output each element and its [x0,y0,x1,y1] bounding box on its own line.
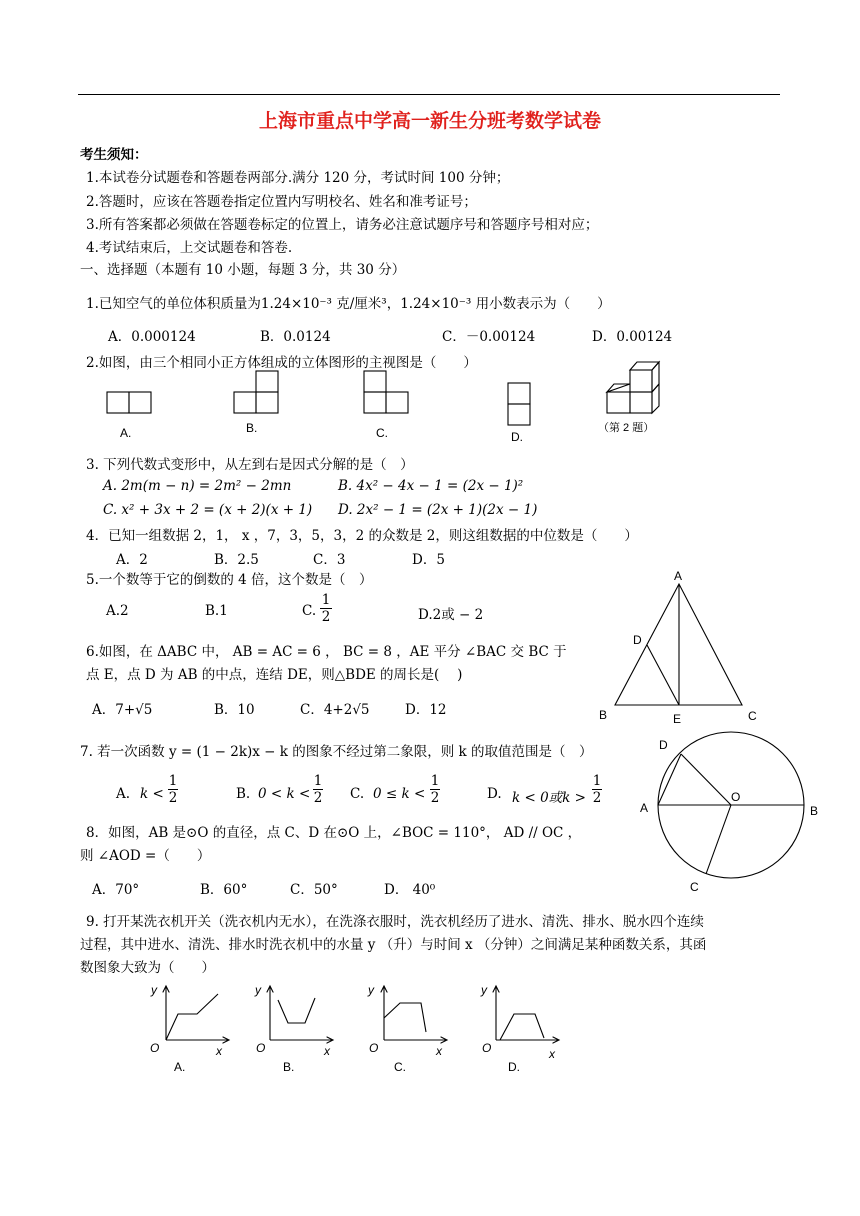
notice-heading: 考生须知： [80,147,148,163]
q9-label-a: A. [174,1060,186,1074]
q1-option-a: A．0.000124 [108,329,196,345]
q3-option-c: C. x² + 3x + 2 = (x + 2)(x + 1) [103,502,313,518]
q7-option-b-expr: 0 < k < [258,786,311,802]
q8-option-c: C．50° [290,882,338,898]
q6-label-d: D [633,633,642,647]
q8-stem-line1: 8．如图，AB 是⊙O 的直径，点 C、D 在⊙O 上，∠BOC = 110°， AD // OC ， [86,825,582,841]
q8-stem-line2: 则 ∠AOD =（ ） [80,848,211,864]
notice-item-2: 2.答题时，应该在答题卷指定位置内写明校名、姓名和准考证号； [86,194,477,210]
q7-option-d-letter: D. [487,786,502,802]
q3-option-d: D. 2x² − 1 = (2x + 1)(2x − 1) [338,502,538,518]
q6-label-e: E [673,712,682,726]
q2-label-a: A. [120,426,132,440]
notice-item-1: 1.本试卷分试题卷和答题卷两部分.满分 120 分，考试时间 100 分钟； [86,170,510,186]
q3-option-b: B. 4x² − 4x − 1 = (2x − 1)² [338,478,524,494]
q5-option-a: A.2 [106,603,129,619]
q9-c-x-label: x [436,1044,442,1058]
q4-stem: 4．已知一组数据 2，1， x ，7，3，5，3，2 的众数是 2，则这组数据的中位数是（ ） [86,528,638,544]
q9-d-origin: O [482,1041,492,1055]
fraction-denominator: 2 [313,790,323,806]
q8-option-a: A．70° [92,882,140,898]
q8-option-d: D． 40⁰ [384,882,436,898]
q9-a-y-label: y [151,983,157,997]
q6-option-a: A．7+√5 [92,702,153,718]
q8-label-d: D [659,738,668,752]
q8-label-a: A [640,801,649,815]
fraction-numerator: 1 [168,773,178,789]
q9-label-d: D. [508,1060,520,1074]
q6-option-c: C．4+2√5 [300,702,370,718]
q6-label-b: B [599,708,608,722]
q9-label-b: B. [283,1060,295,1074]
q9-stem-line2: 过程，其中进水、清洗、排水时洗衣机中的水量 y （升）与时间 x （分钟）之间满足某种函数关系，其函 [80,937,707,953]
fraction-denominator: 2 [430,790,440,806]
q2-label-d: D. [511,430,523,444]
fraction-numerator: 1 [430,773,440,789]
q9-stem-line1: 9. 打开某洗衣机开关（洗衣机内无水），在洗涤衣服时，洗衣机经历了进水、清洗、排水、脱水四个连续 [86,914,704,930]
q7-option-b-letter: B. [236,786,251,802]
q6-label-a: A [674,569,683,583]
q6-label-c: C [748,709,757,723]
q6-stem-line2: 点 E，点 D 为 AB 的中点，连结 DE，则△BDE 的周长是( ) [86,667,463,683]
q4-option-d: D．5 [412,552,445,568]
notice-item-3: 3.所有答案都必须做在答题卷标定的位置上，请务必注意试题序号和答题序号相对应； [86,217,599,233]
q8-label-c: C [690,880,699,894]
q7-option-a-expr: k < [140,786,164,802]
q7-option-c-letter: C. [350,786,365,802]
q9-d-y-label: y [481,983,487,997]
q9-label-c: C. [394,1060,406,1074]
q1-option-c: C．－0.00124 [442,329,536,345]
q7-option-c-expr: 0 ≤ k < [373,786,426,802]
fraction-numerator: 1 [592,773,602,789]
q9-stem-line3: 数图象大致为（ ） [80,960,215,976]
q1-option-d: D．0.00124 [592,329,673,345]
section-heading: 一、选择题（本题有 10 小题，每题 3 分，共 30 分） [80,262,406,278]
q6-option-d: D．12 [405,702,447,718]
q7-option-d-expr: k < 0或k > [512,790,586,806]
q9-graph-c [384,986,447,1040]
q6-stem-line1: 6.如图，在 ΔABC 中， AB = AC = 6 ， BC = 8 ，AE 平分 ∠BAC 交 BC 于 [86,644,567,660]
q8-option-b: B．60° [200,882,248,898]
q9-graph-d [496,986,559,1040]
q9-b-origin: O [256,1041,266,1055]
q4-option-c: C．3 [313,552,346,568]
fraction-denominator: 2 [168,790,178,806]
q9-graph-b [270,986,333,1040]
fraction-denominator: 2 [592,790,602,806]
q4-option-b: B．2.5 [214,552,259,568]
q8-label-o: O [731,790,741,804]
q9-b-x-label: x [324,1044,330,1058]
q9-c-origin: O [369,1041,379,1055]
q7-option-a-letter: A. [116,786,131,802]
fraction-denominator: 2 [321,609,331,625]
q9-graph-a [166,986,229,1040]
q9-b-y-label: y [255,983,261,997]
q9-a-origin: O [150,1041,160,1055]
q4-option-a: A．2 [116,552,148,568]
q2-caption: （第 2 题） [598,422,655,434]
q5-option-d: D.2或 − 2 [418,607,484,623]
fraction-numerator: 1 [321,592,331,608]
fraction-numerator: 1 [313,773,323,789]
q6-option-b: B．10 [214,702,255,718]
q9-a-x-label: x [216,1044,222,1058]
q8-label-b: B [810,804,819,818]
q3-option-a: A. 2m(m − n) = 2m² − 2mn [103,478,292,494]
q1-option-b: B．0.0124 [260,329,331,345]
q2-stem: 2.如图，由三个相同小正方体组成的立体图形的主视图是（ ） [86,355,477,371]
q5-option-c: C. [302,603,317,619]
q2-label-b: B. [246,421,258,435]
q5-stem: 5.一个数等于它的倒数的 4 倍，这个数是（ ） [86,572,373,588]
q1-stem: 1.已知空气的单位体积质量为1.24×10⁻³ 克/厘米³，1.24×10⁻³ 用小数表示为（ ） [86,296,611,312]
page-title: 上海市重点中学高一新生分班考数学试卷 [258,110,601,132]
notice-item-4: 4.考试结束后，上交试题卷和答卷. [86,240,293,256]
q7-stem: 7. 若一次函数 y = (1 − 2k)x − k 的图象不经过第二象限，则 k 的取值范围是（ ） [80,744,593,760]
q9-d-x-label: x [549,1047,555,1061]
q2-label-c: C. [376,426,388,440]
q5-option-b: B.1 [205,603,228,619]
q9-c-y-label: y [368,983,374,997]
q3-stem: 3. 下列代数式变形中，从左到右是因式分解的是（ ） [86,457,414,473]
